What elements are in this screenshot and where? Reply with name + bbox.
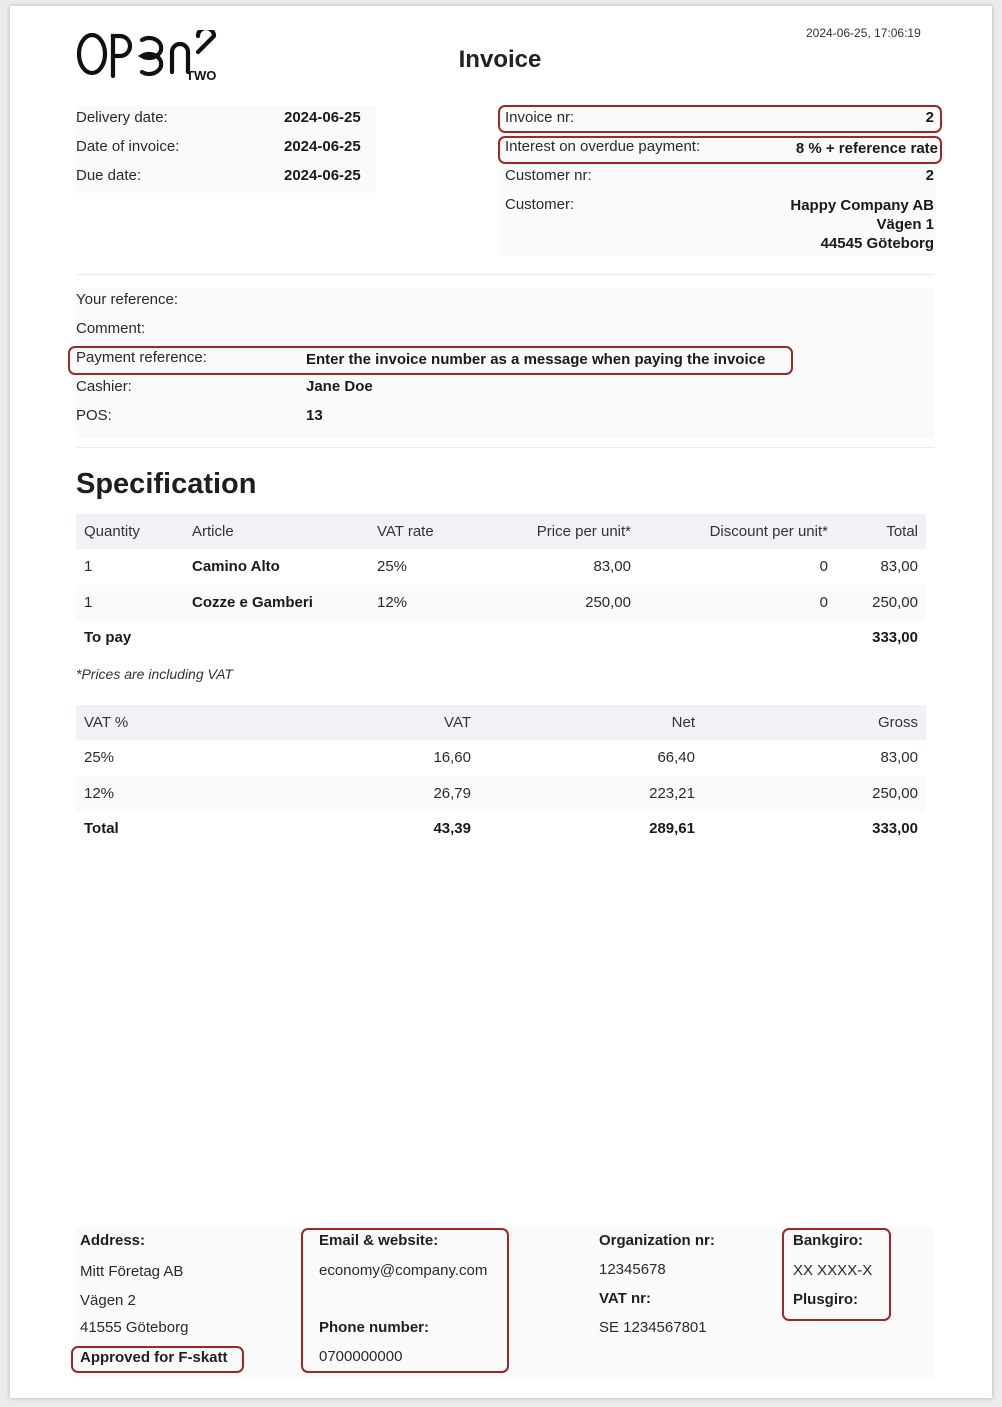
vat-total-vat: 43,39 (433, 820, 471, 838)
net-cell: 66,40 (657, 749, 695, 767)
invoice-date-label: Date of invoice: (76, 138, 180, 155)
to-pay-value: 333,00 (872, 629, 918, 647)
article-cell: Camino Alto (192, 558, 280, 576)
bankgiro-value: XX XXXX-X (793, 1262, 873, 1279)
table-header-row (76, 705, 926, 740)
net-cell: 223,21 (479, 776, 703, 812)
gross-cell: 250,00 (703, 776, 926, 812)
vat-nr-label: VAT nr: (599, 1290, 651, 1307)
vat-total-label: Total (84, 820, 119, 838)
org-nr-label: Organization nr: (599, 1232, 715, 1249)
pos-label: POS: (76, 407, 112, 424)
vat-pct-cell: 12% (76, 776, 256, 812)
specification-title: Specification (76, 468, 257, 500)
vat-total-row (76, 811, 926, 847)
customer-address (710, 196, 934, 253)
address-line: Mitt Företag AB (80, 1263, 184, 1280)
svg-text:TWO: TWO (186, 68, 217, 82)
payment-reference-label: Payment reference: (76, 349, 207, 366)
column-header: Discount per unit* (639, 514, 836, 549)
vat-rate-cell: 12% (369, 585, 479, 621)
print-timestamp: 2024-06-25, 17:06:19 (806, 26, 921, 40)
divider (76, 447, 934, 448)
to-pay-label: To pay (84, 629, 132, 647)
due-date-label: Due date: (76, 167, 142, 184)
plusgiro-label: Plusgiro: (793, 1291, 859, 1308)
vat-rate-cell: 25% (377, 558, 408, 576)
vat-cell: 16,60 (433, 749, 471, 767)
price-cell: 250,00 (479, 585, 639, 621)
vat-nr-value: SE 1234567801 (599, 1319, 707, 1336)
column-header: Price per unit* (479, 514, 639, 549)
f-skatt-highlight (71, 1346, 244, 1373)
customer-name: Happy Company AB (790, 197, 934, 214)
address-line: 41555 Göteborg (80, 1319, 189, 1336)
invoice-nr-highlight (498, 105, 942, 133)
comment-label: Comment: (76, 320, 146, 337)
column-header: Net (479, 705, 703, 740)
customer-street: Vägen 1 (876, 216, 934, 233)
vat-summary-table (76, 705, 926, 847)
company-logo (76, 30, 226, 82)
customer-nr-value: 2 (925, 167, 934, 184)
page-title: Invoice (458, 46, 542, 73)
email-value: economy@company.com (319, 1262, 488, 1279)
delivery-date-label: Delivery date: (76, 109, 168, 126)
divider (76, 274, 934, 275)
f-skatt-label: Approved for F-skatt (80, 1349, 228, 1366)
payment-reference-highlight (68, 346, 793, 375)
total-cell: 83,00 (880, 558, 918, 576)
quantity-cell: 1 (84, 558, 93, 576)
bankgiro-highlight (782, 1228, 891, 1321)
customer-label: Customer: (505, 196, 575, 213)
address-line: Vägen 2 (80, 1292, 136, 1309)
to-pay-row (76, 620, 926, 656)
column-header: Article (184, 514, 369, 549)
article-cell: Cozze e Gamberi (184, 585, 369, 621)
your-reference-label: Your reference: (76, 291, 179, 308)
table-row (76, 585, 926, 621)
vat-total-net: 289,61 (649, 820, 695, 838)
column-header: Quantity (76, 514, 184, 549)
org-nr-value: 12345678 (599, 1261, 666, 1278)
delivery-date-value: 2024-06-25 (284, 109, 361, 126)
specification-table (76, 514, 926, 656)
discount-cell: 0 (639, 585, 836, 621)
total-cell: 250,00 (836, 585, 926, 621)
invoice-page (10, 6, 992, 1398)
phone-value: 0700000000 (319, 1348, 403, 1365)
email-phone-highlight (301, 1228, 509, 1373)
vat-cell: 26,79 (256, 776, 479, 812)
cashier-value: Jane Doe (306, 378, 373, 395)
table-header-row (76, 514, 926, 549)
table-row (76, 549, 926, 585)
address-label: Address: (80, 1232, 146, 1249)
column-header: VAT rate (369, 514, 479, 549)
price-cell: 83,00 (593, 558, 631, 576)
quantity-cell: 1 (76, 585, 184, 621)
interest-value: 8 % + reference rate (795, 140, 938, 157)
invoice-nr-label: Invoice nr: (505, 109, 575, 126)
column-header: Gross (703, 705, 926, 740)
gross-cell: 83,00 (880, 749, 918, 767)
customer-nr-label: Customer nr: (505, 167, 592, 184)
due-date-value: 2024-06-25 (284, 167, 361, 184)
vat-note: *Prices are including VAT (76, 666, 233, 682)
phone-label: Phone number: (319, 1319, 430, 1336)
column-header: VAT (256, 705, 479, 740)
payment-reference-value: Enter the invoice number as a message when paying the invoice (306, 351, 766, 368)
cashier-label: Cashier: (76, 378, 132, 395)
invoice-date-value: 2024-06-25 (284, 138, 361, 155)
vat-total-gross: 333,00 (872, 820, 918, 838)
customer-city: 44545 Göteborg (820, 235, 934, 252)
column-header: Total (836, 514, 926, 549)
table-row (76, 776, 926, 812)
column-header: VAT % (76, 705, 256, 740)
bankgiro-label: Bankgiro: (793, 1232, 864, 1249)
discount-cell: 0 (819, 558, 828, 576)
email-label: Email & website: (319, 1232, 439, 1249)
invoice-nr-value: 2 (925, 109, 934, 126)
table-row (76, 740, 926, 776)
interest-highlight (498, 136, 942, 164)
interest-label: Interest on overdue payment: (505, 138, 701, 155)
vat-pct-cell: 25% (84, 749, 115, 767)
pos-value: 13 (306, 407, 323, 424)
